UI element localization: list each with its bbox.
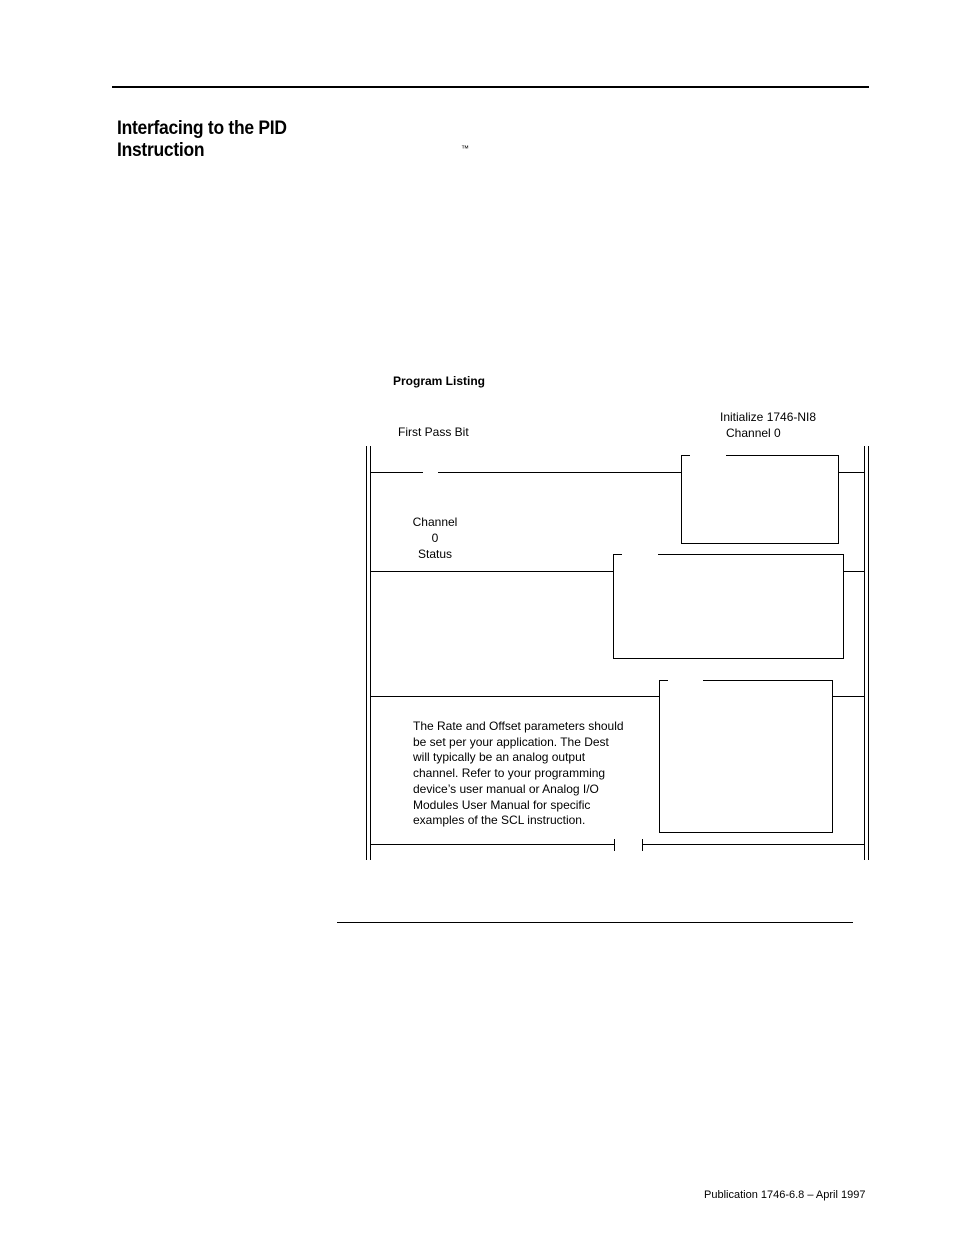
rung-2-instruction-box <box>614 555 844 659</box>
trademark-mark: ™ <box>461 144 469 153</box>
channel-status-label-line-2: Status <box>417 547 453 561</box>
program-listing-caption: Program Listing <box>393 374 486 388</box>
scl-note-text: The Rate and Offset parameters should be set per your application. The Dest will typically be an analog output channel. Refer to your programming device’s user manual or Analog I/O Modules User Manual for specific examples of the SCL instruction. <box>413 719 624 828</box>
channel-status-label-line-1: Channel 0 <box>412 515 458 545</box>
section-heading-line-1: Interfacing to the PID <box>117 118 287 139</box>
initialize-label-line-1: Initialize 1746-NI8 <box>720 410 817 424</box>
publication-footer: Publication 1746-6.8 – April 1997 <box>704 1189 866 1201</box>
rung-1-instruction-box <box>682 456 839 544</box>
rung-3-instruction-box <box>660 681 833 833</box>
first-pass-bit-label: First Pass Bit <box>398 425 469 439</box>
initialize-label-line-2: Channel 0 <box>726 426 781 440</box>
bottom-rule <box>337 922 853 923</box>
section-heading-line-2: Instruction <box>117 140 205 161</box>
